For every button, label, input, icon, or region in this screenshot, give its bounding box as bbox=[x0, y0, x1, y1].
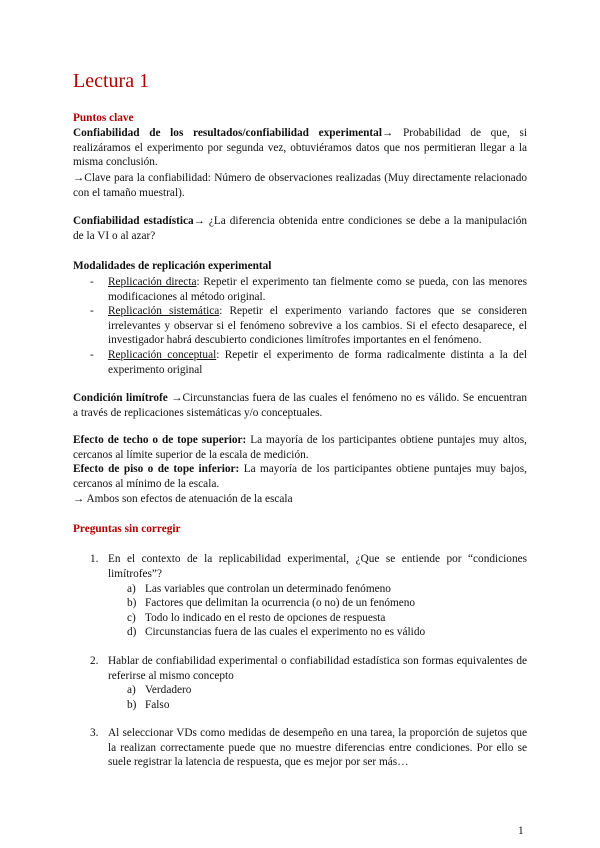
definition: → ¿La diferencia obtenida entre condiciones se debe a la manipulación de la VI o al azar? bbox=[73, 215, 527, 242]
option-letter: b) bbox=[127, 597, 137, 609]
option bbox=[127, 625, 527, 640]
definition: La mayoría de los participantes obtiene puntajes muy altos, cercanos al límite superior de la escala de medición. bbox=[73, 434, 527, 461]
term: Confiabilidad estadística bbox=[73, 215, 194, 227]
paragraph-efecto-techo bbox=[73, 433, 527, 462]
term: Replicación directa bbox=[108, 276, 197, 288]
option-text: Todo lo indicado en el resto de opciones de respuesta bbox=[145, 612, 386, 624]
section-heading-preguntas: Preguntas sin corregir bbox=[73, 523, 181, 535]
option-text: Las variables que controlan un determinado fenómeno bbox=[145, 583, 391, 595]
bullet: - bbox=[90, 349, 94, 361]
definition: : Repetir el experimento tan fielmente como se pueda, con las menores modificaciones al método original. bbox=[108, 276, 527, 303]
paragraph-efecto-piso bbox=[73, 462, 527, 491]
list-item bbox=[90, 304, 527, 348]
definition: La mayoría de los participantes obtiene puntajes muy bajos, cercanos al mínimo de la escala. bbox=[73, 463, 527, 490]
bullet: - bbox=[90, 305, 94, 317]
question-1 bbox=[90, 552, 527, 581]
paragraph-confiabilidad-experimental bbox=[73, 126, 527, 170]
question-number: 2. bbox=[90, 655, 99, 667]
section-heading-puntos-clave: Puntos clave bbox=[73, 112, 134, 124]
paragraph-confiabilidad-estadistica bbox=[73, 214, 527, 243]
question-text: En el contexto de la replicabilidad experimental, ¿Que se entiende por “condiciones limítrofes”? bbox=[108, 553, 527, 580]
term: Replicación conceptual bbox=[108, 349, 217, 361]
question-number: 1. bbox=[90, 553, 99, 565]
option-letter: a) bbox=[127, 583, 136, 595]
option bbox=[127, 698, 527, 713]
paragraph-clave: →Clave para la confiabilidad: Número de observaciones realizadas (Muy directamente relacionado con el tamaño muestral). bbox=[73, 172, 527, 199]
paragraph-ambos: → Ambos son efectos de atenuación de la escala bbox=[73, 493, 293, 505]
option bbox=[127, 611, 527, 626]
term: Confiabilidad de los resultados/confiabilidad experimental bbox=[73, 127, 382, 139]
option-text: Circunstancias fuera de las cuales el experimento no es válido bbox=[145, 626, 426, 638]
option-letter: d) bbox=[127, 626, 137, 638]
question-2 bbox=[90, 654, 527, 683]
option bbox=[127, 596, 527, 611]
term: Efecto de piso o de tope inferior: bbox=[73, 463, 240, 475]
term: Replicación sistemática bbox=[108, 305, 220, 317]
definition: : Repetir el experimento de forma radicalmente distinta a la del experimento original bbox=[108, 349, 527, 376]
question-3 bbox=[90, 726, 527, 770]
question-number: 3. bbox=[90, 727, 99, 739]
option-text: Falso bbox=[145, 699, 170, 711]
question-text: Al seleccionar VDs como medidas de desempeño en una tarea, la proporción de sujetos que la realizan correctamente puede que no muestre diferencias entre condiciones. Por ello se suele registrar la latencia de respuesta, que es mejor por ser más… bbox=[108, 727, 527, 769]
list-item bbox=[90, 348, 527, 377]
page-number: 1 bbox=[518, 825, 524, 837]
definition: : Repetir el experimento variando factores que se consideren irrelevantes y observar si el fenómeno sobrevive a los cambios. Si el efecto desaparece, el investigador habrá descubierto condiciones limítrofes importantes en el fenómeno. bbox=[108, 305, 527, 347]
modalidades-heading: Modalidades de replicación experimental bbox=[73, 260, 272, 272]
option-letter: b) bbox=[127, 699, 137, 711]
page-title: Lectura 1 bbox=[73, 70, 150, 92]
bullet: - bbox=[90, 276, 94, 288]
option-text: Verdadero bbox=[145, 684, 192, 696]
option-letter: a) bbox=[127, 684, 136, 696]
term: Condición limítrofe bbox=[73, 392, 168, 404]
question-text: Hablar de confiabilidad experimental o confiabilidad estadística son formas equivalentes de referirse al mismo concepto bbox=[108, 655, 527, 682]
term: Efecto de techo o de tope superior: bbox=[73, 434, 247, 446]
option bbox=[127, 582, 527, 597]
definition: → Probabilidad de que, si realizáramos el experimento por segunda vez, obtuviéramos datos que nos permitieran llegar a la misma conclusión. bbox=[73, 127, 527, 169]
option bbox=[127, 683, 527, 698]
list-item bbox=[90, 275, 527, 304]
definition: →Circunstancias fuera de las cuales el fenómeno no es válido. Se encuentran a través de replicaciones sistemáticas y/o conceptuales. bbox=[73, 392, 527, 419]
paragraph-condicion-limitrofe bbox=[73, 391, 527, 420]
option-text: Factores que delimitan la ocurrencia (o no) de un fenómeno bbox=[145, 597, 416, 609]
option-letter: c) bbox=[127, 612, 136, 624]
